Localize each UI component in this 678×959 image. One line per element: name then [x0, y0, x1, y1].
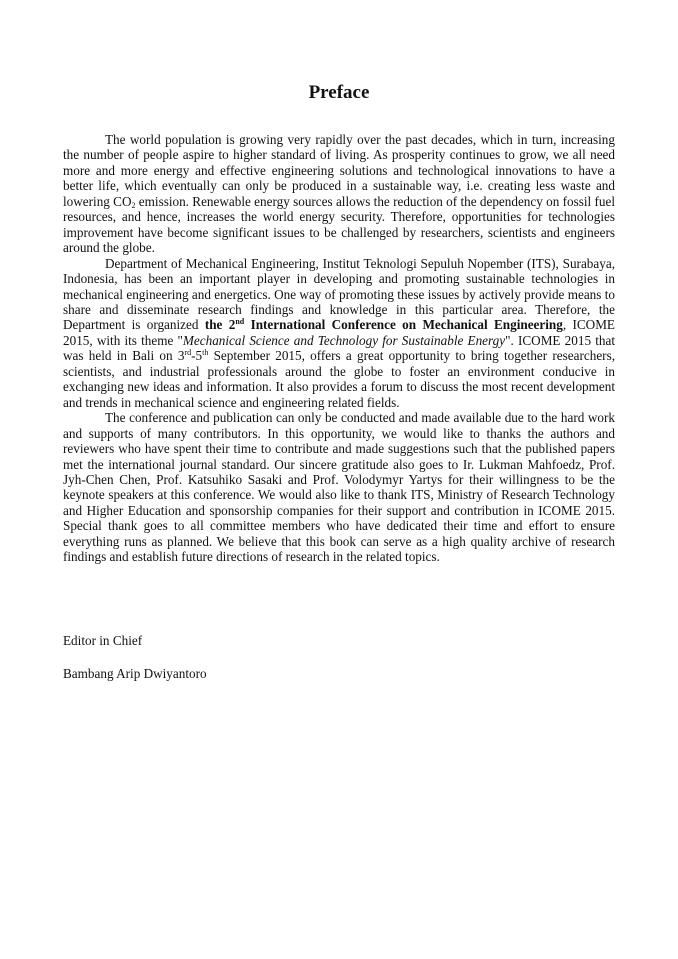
date-superscript-th: th: [202, 348, 209, 358]
conference-name-part-1: the 2: [204, 317, 236, 333]
paragraph-2-text-d: -5: [191, 348, 203, 364]
paragraph-1: [63, 132, 615, 256]
signature-role: Editor in Chief: [63, 633, 143, 648]
paragraph-2-text-b: , ICOME 2015, with its theme ": [63, 317, 615, 348]
co2-subscript: 2: [131, 200, 136, 210]
paragraph-1-text-b: emission. Renewable energy sources allows the reduction of the dependency on fossil fuel resources, and hence, increases the world energy security. Therefore, opportunities for technologies improvement have become significant issues to be challenged by researchers, scientists and engineers around the globe.: [63, 193, 616, 256]
paragraph-3: The conference and publication can only be conducted and made available due to the hard work and supports of many contributors. In this opportunity, we would like to thanks the authors and reviewers who have spent their time to contribute and made suggestions such that the published papers met the international journal standard. Our sincere gratitude also goes to Ir. Lukman Mahfoedz, Prof. Jyh-Chen Chen, Prof. Katsuhiko Sasaki and Prof. Volodymyr Yartys for their willingness to be the keynote speakers at this conference. We would also like to thank ITS, Ministry of Research Technology and Higher Education and sponsorship companies for their support and contribution in ICOME 2015. Special thank goes to all committee members who have dedicated their time and effort to ensure everything runs as planned. We believe that this book can serve as a high quality archive of research findings and establish future directions of research in the related topics.: [63, 410, 615, 565]
paragraph-2-text-c: ". ICOME 2015 that was held in Bali on 3: [63, 332, 615, 364]
paragraph-2-text-a: Department of Mechanical Engineering, Institut Teknologi Sepuluh Nopember (ITS), Surabaya, Indonesia, has been an important player in developing and promoting sustainable technologies in mechanical engineering and energetics. One way of promoting these issues by actively provide means to share and disseminate research findings and knowledge in this particular area. Therefore, the Department is organized: [63, 255, 615, 333]
page-title: Preface: [308, 82, 370, 103]
paragraph-2: [63, 256, 615, 411]
conference-name-part-2: International Conference on Mechanical Engineering: [244, 317, 563, 333]
paragraph-2-text-e: September 2015, offers a great opportunity to bring together researchers, scientists, and industrial professionals around the globe to foster an environment conducive in exchanging new ideas and information. It also provides a forum to discuss the most recent development and trends in mechanical science and engineering related fields.: [63, 348, 616, 410]
conference-theme: Mechanical Science and Technology for Sustainable Energy: [182, 332, 506, 348]
signature-name: Bambang Arip Dwiyantoro: [63, 666, 207, 681]
preface-body: [63, 132, 615, 565]
paragraph-1-text-a: The world population is growing very rapidly over the past decades, which in turn, increasing the number of people aspire to higher standard of living. As prosperity continues to grow, we all need more and more energy and effective engineering solutions and technological innovations to have a better life, which eventually can only be produced in a sustainable way, i.e. creating less waste and lowering CO: [63, 132, 615, 209]
ordinal-superscript: nd: [235, 317, 245, 327]
date-superscript-rd: rd: [184, 348, 192, 358]
conference-name-bold: [205, 317, 563, 332]
